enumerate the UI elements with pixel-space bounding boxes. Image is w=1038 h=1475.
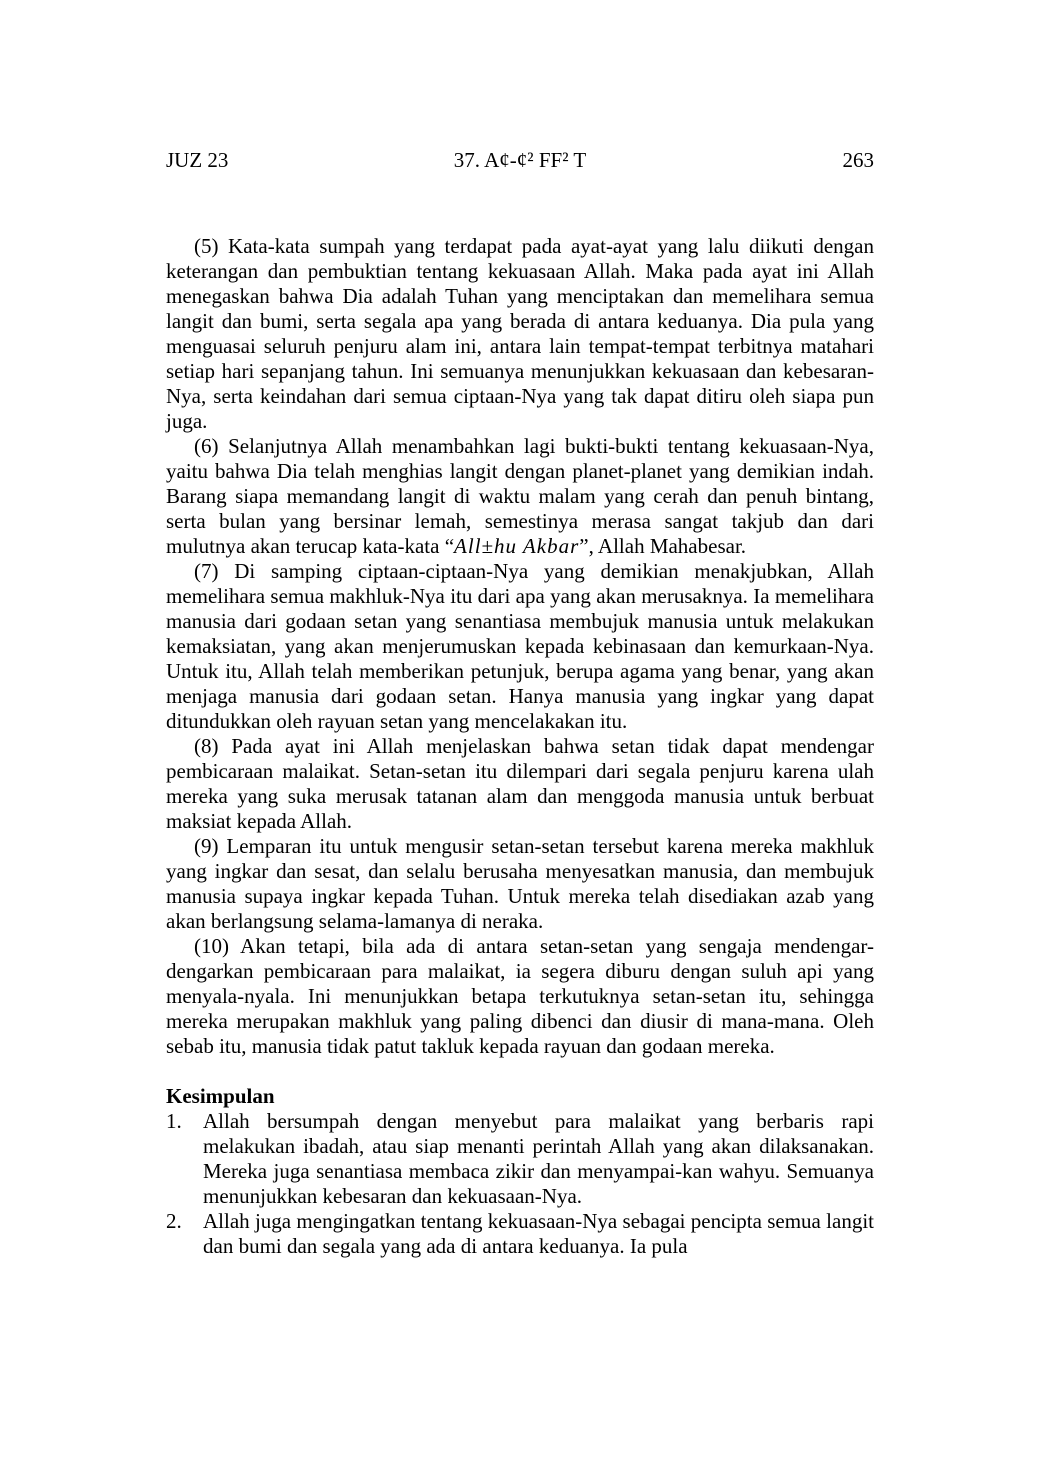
juz-label: JUZ 23 [166, 148, 229, 172]
conclusion-item [166, 1109, 874, 1209]
page-number: 263 [842, 148, 874, 172]
item-text: Allah juga mengingatkan tentang kekuasaan-Nya sebagai pencipta semua langit dan bumi dan segala yang ada di antara keduanya. Ia pula [203, 1209, 874, 1258]
item-text: Allah bersumpah dengan menyebut para malaikat yang berbaris rapi melakukan ibadah, atau siap menanti perintah Allah yang akan dilaksanakan. Mereka juga senantiasa membaca zikir dan menyampai-kan wahyu. Semuanya menunjukkan kebesaran dan kekuasaan-Nya. [203, 1109, 874, 1208]
page-header [166, 146, 874, 174]
paragraph-8: (8) Pada ayat ini Allah menjelaskan bahwa setan tidak dapat mendengar pembicaraan malaikat. Setan-setan itu dilempari dari segala penjuru karena ulah mereka yang suka merusak tatanan alam dan menggoda manusia untuk berbuat maksiat kepada Allah. [166, 734, 874, 833]
main-text [166, 234, 874, 1259]
surah-title: 37. A¢-¢² FF² T [453, 148, 587, 172]
paragraph-10: (10) Akan tetapi, bila ada di antara setan-setan yang sengaja mendengar-dengarkan pembicaraan para malaikat, ia segera diburu dengan suluh api yang menyala-nyala. Ini menunjukkan betapa terkutuknya setan-setan itu, sehingga mereka merupakan makhluk yang paling dibenci dan diusir di mana-mana. Oleh sebab itu, manusia tidak patut takluk kepada rayuan dan godaan mereka. [166, 934, 874, 1058]
paragraph-9: (9) Lemparan itu untuk mengusir setan-setan tersebut karena mereka makhluk yang ingkar dan sesat, dan selalu berusaha menyesatkan manusia, dan membujuk manusia supaya ingkar kepada Tuhan. Untuk mereka telah disediakan azab yang akan berlangsung selama-lamanya di neraka. [166, 834, 874, 933]
paragraph-6-text: (6) Selanjutnya Allah menambahkan lagi bukti-bukti tentang kekuasaan-Nya, yaitu bahwa Dia telah menghias langit dengan planet-planet yang demikian indah. Barang siapa memandang langit di waktu malam yang cerah dan penuh bintang, serta bulan yang bersinar lemah, semestinya merasa sangat takjub dan dari mulutnya akan terucap kata-kata “ [166, 434, 874, 558]
conclusion-heading: Kesimpulan [166, 1084, 275, 1108]
item-number: 1. [166, 1109, 182, 1133]
paragraph-5: (5) Kata-kata sumpah yang terdapat pada ayat-ayat yang lalu diikuti dengan keterangan dan pembuktian tentang kekuasaan Allah. Maka pada ayat ini Allah menegaskan bahwa Dia adalah Tuhan yang menciptakan dan memelihara semua langit dan bumi, serta segala apa yang berada di antara keduanya. Dia pula yang menguasai seluruh penjuru alam ini, antara lain tempat-tempat terbitnya matahari setiap hari sepanjang tahun. Ini semuanya menunjukkan kekuasaan dan kebesaran-Nya, serta keindahan dari semua ciptaan-Nya yang tak dapat ditiru oleh siapa pun juga. [166, 234, 874, 433]
takbir-phrase: All±hu Akbar [454, 534, 580, 558]
item-number: 2. [166, 1209, 182, 1233]
paragraph-6 [166, 434, 874, 559]
paragraph-6-text-end: ”, Allah Mahabesar. [579, 534, 747, 558]
conclusion-list [166, 1109, 874, 1259]
paragraph-7: (7) Di samping ciptaan-ciptaan-Nya yang demikian menakjubkan, Allah memelihara semua makhluk-Nya itu dari apa yang akan merusaknya. Ia memelihara manusia dari godaan setan yang senantiasa membujuk manusia untuk melakukan kemaksiatan, yang akan menjerumuskan kepada kebinasaan dan kemurkaan-Nya. Untuk itu, Allah telah memberikan petunjuk, berupa agama yang benar, yang akan menjaga manusia dari godaan setan. Hanya manusia yang ingkar yang dapat ditundukkan oleh rayuan setan yang mencelakakan itu. [166, 559, 874, 733]
conclusion-item [166, 1209, 874, 1259]
